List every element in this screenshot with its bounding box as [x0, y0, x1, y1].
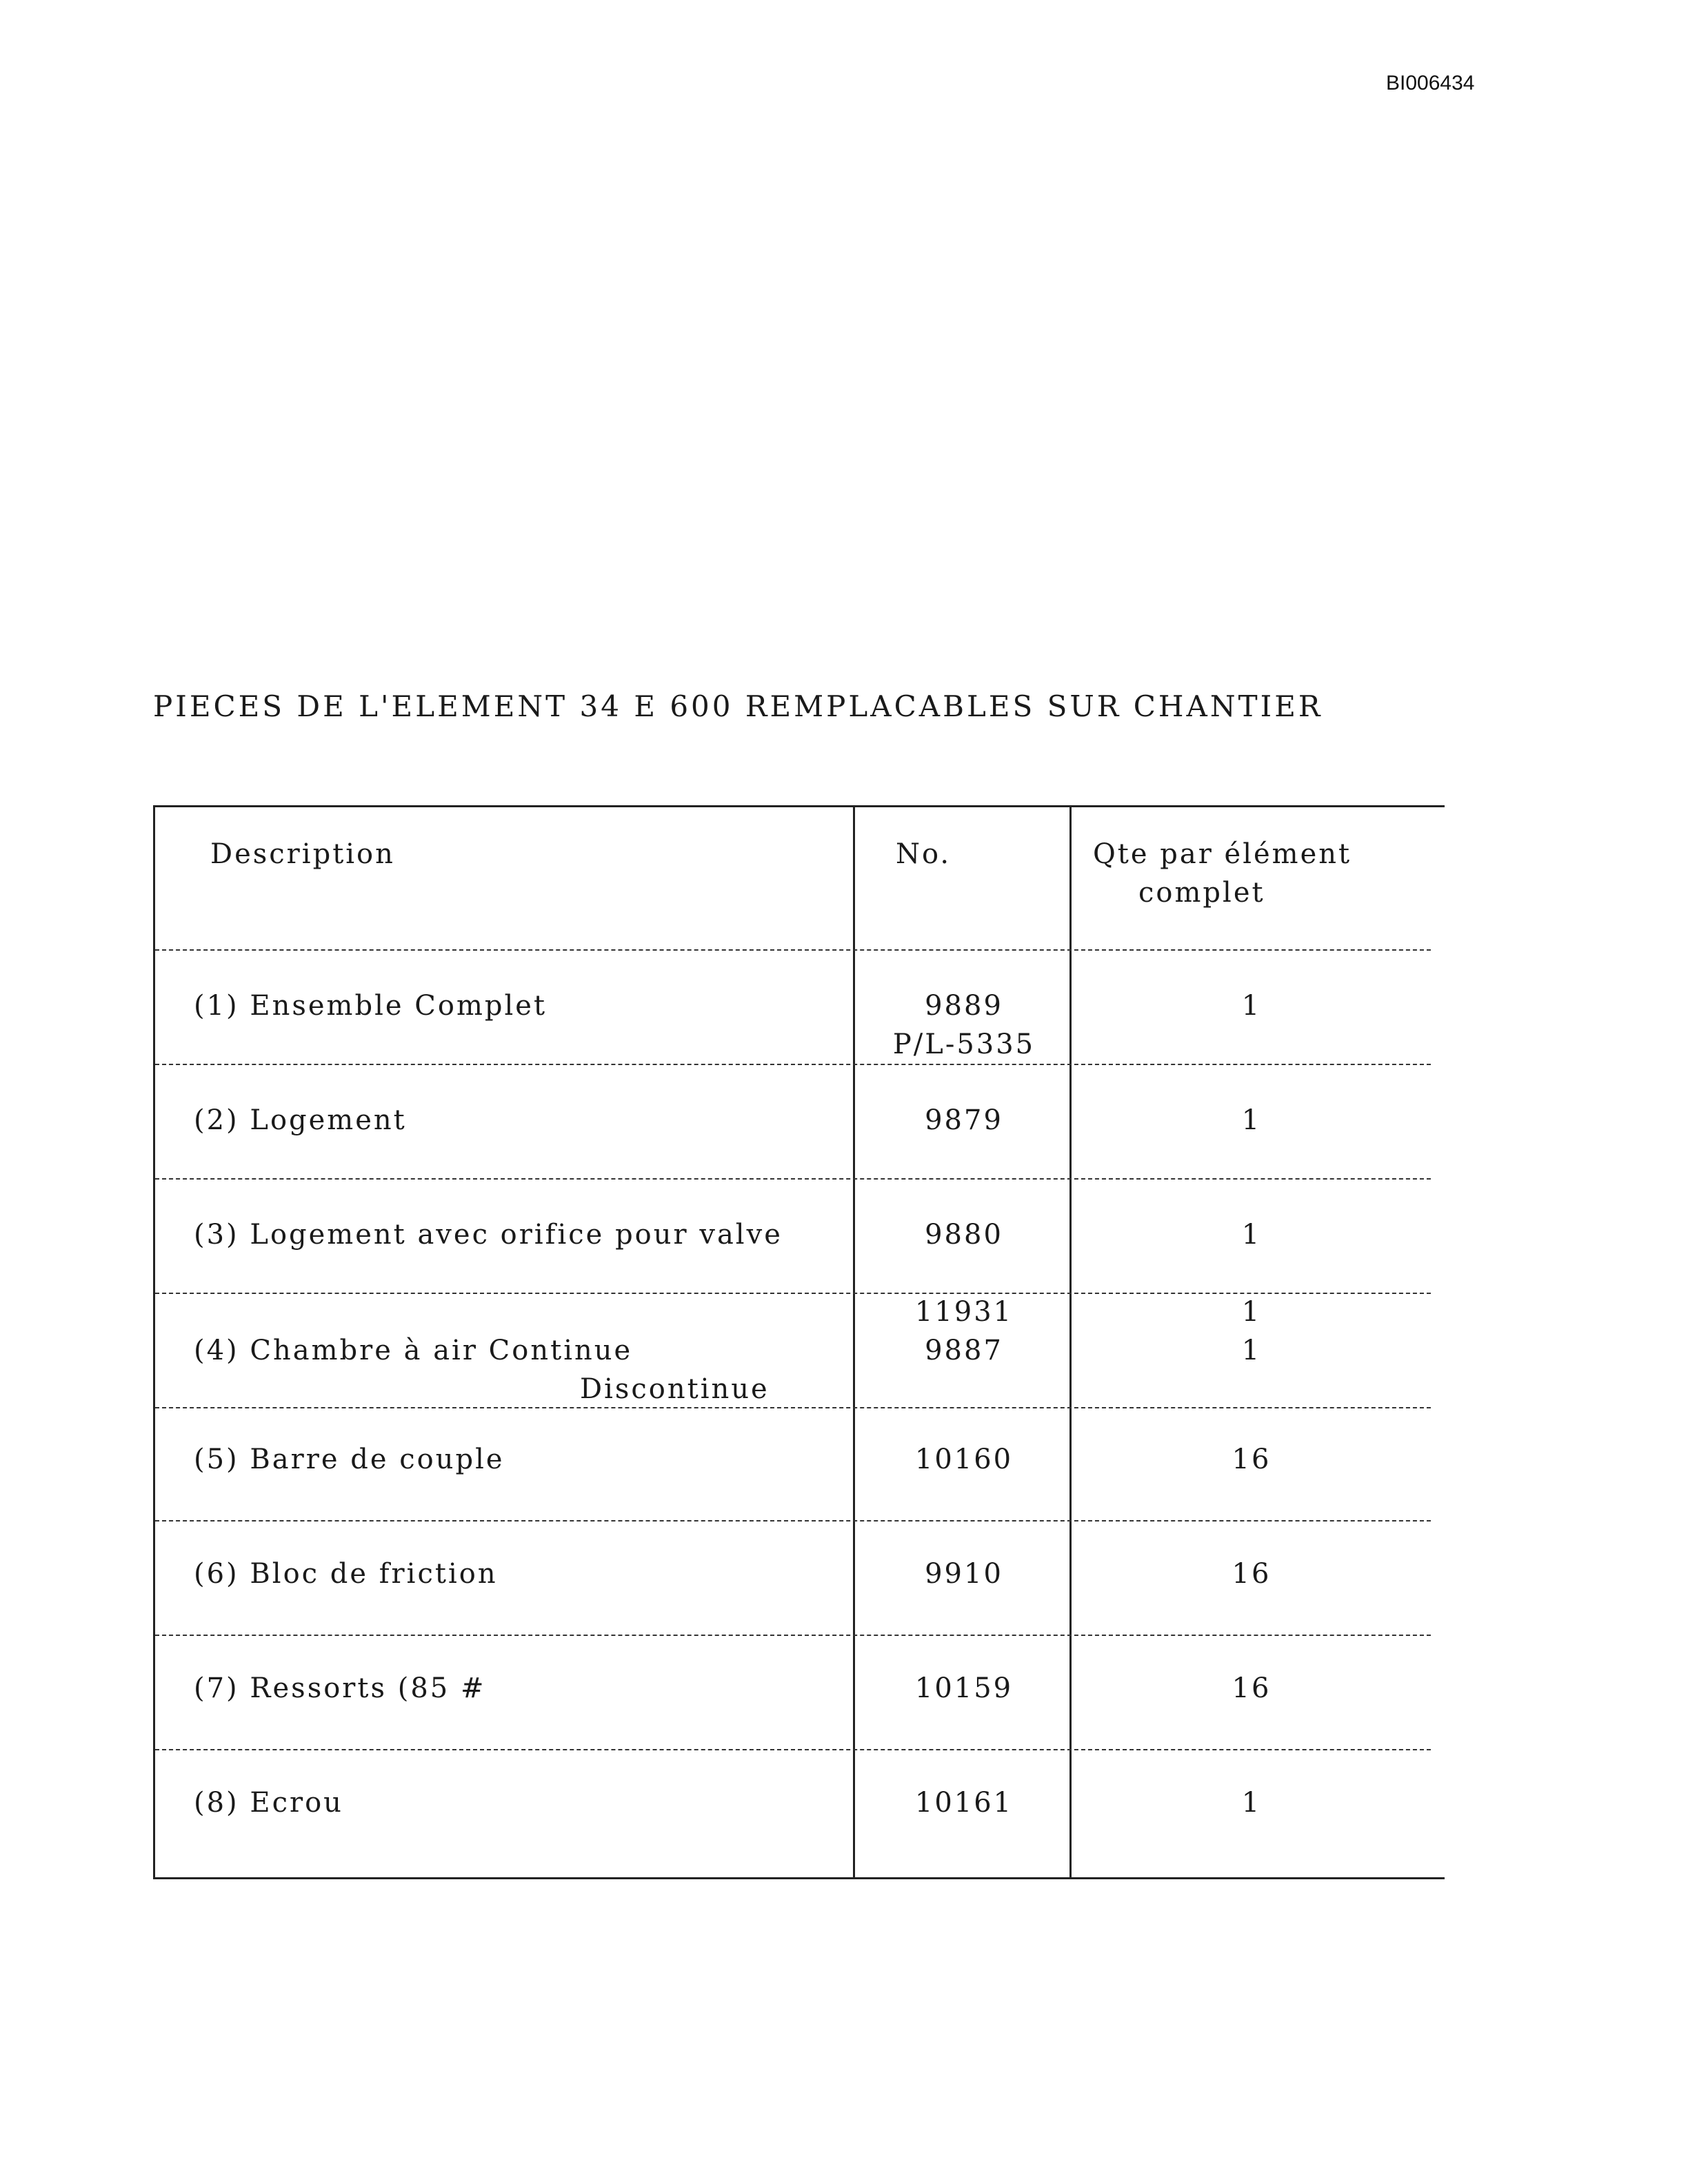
- header-quantity-line2: complet: [1138, 877, 1265, 909]
- row-number: [878, 1293, 1050, 1370]
- row-description-extra: Discontinue: [580, 1373, 770, 1405]
- row-quantity: 1: [1241, 1104, 1262, 1136]
- document-title: PIECES DE L'ELEMENT 34 E 600 REMPLACABLES SUR CHANTIER: [153, 689, 1323, 723]
- row-quantity: 16: [1232, 1672, 1272, 1704]
- row-description: [194, 1331, 770, 1408]
- row-number: [878, 987, 1050, 1064]
- row-number: 9910: [925, 1558, 1003, 1590]
- row-description: (3) Logement avec orifice pour valve: [194, 1219, 783, 1251]
- document-id: BI006434: [1386, 72, 1475, 94]
- row-divider: [155, 1407, 1431, 1408]
- row-divider: [155, 949, 1431, 951]
- row-divider: [155, 1749, 1431, 1750]
- row-divider: [155, 1178, 1431, 1180]
- row-description: (8) Ecrou: [194, 1787, 343, 1819]
- header-quantity-line1: Qte par élément: [1093, 838, 1352, 870]
- column-divider-quantity: [1069, 807, 1072, 1877]
- header-description: Description: [210, 838, 395, 870]
- row-description: (5) Barre de couple: [194, 1444, 505, 1475]
- column-divider-number: [853, 807, 855, 1877]
- row-number: 9880: [925, 1219, 1003, 1251]
- row-quantity: 1: [1241, 990, 1262, 1022]
- row-quantity: 16: [1232, 1444, 1272, 1475]
- row-number: 10159: [914, 1672, 1014, 1704]
- row-number-line: 9887: [925, 1335, 1003, 1366]
- row-number: 10160: [914, 1444, 1014, 1475]
- row-number-line: 9889: [925, 990, 1003, 1022]
- row-description-main: (4) Chambre à air Continue: [194, 1335, 633, 1366]
- row-quantity: 1: [1241, 1219, 1262, 1251]
- row-quantity-line: 1: [1241, 1335, 1262, 1366]
- row-number-line: 11931: [914, 1296, 1014, 1328]
- row-number: 10161: [914, 1787, 1014, 1819]
- row-quantity: [1079, 1293, 1424, 1370]
- row-description: (1) Ensemble Complet: [194, 990, 547, 1022]
- row-description: (6) Bloc de friction: [194, 1558, 498, 1590]
- row-number: 9879: [925, 1104, 1003, 1136]
- row-divider: [155, 1635, 1431, 1636]
- row-quantity: 16: [1232, 1558, 1272, 1590]
- row-divider: [155, 1520, 1431, 1521]
- row-divider: [155, 1064, 1431, 1065]
- row-number-line: P/L-5335: [892, 1029, 1036, 1060]
- parts-table: [153, 805, 1445, 1879]
- header-number: No.: [896, 838, 952, 870]
- row-description: (7) Ressorts (85 #: [194, 1672, 486, 1704]
- row-quantity-line: 1: [1241, 1296, 1262, 1328]
- row-description: (2) Logement: [194, 1104, 407, 1136]
- header-quantity: [1093, 835, 1352, 912]
- row-quantity: 1: [1241, 1787, 1262, 1819]
